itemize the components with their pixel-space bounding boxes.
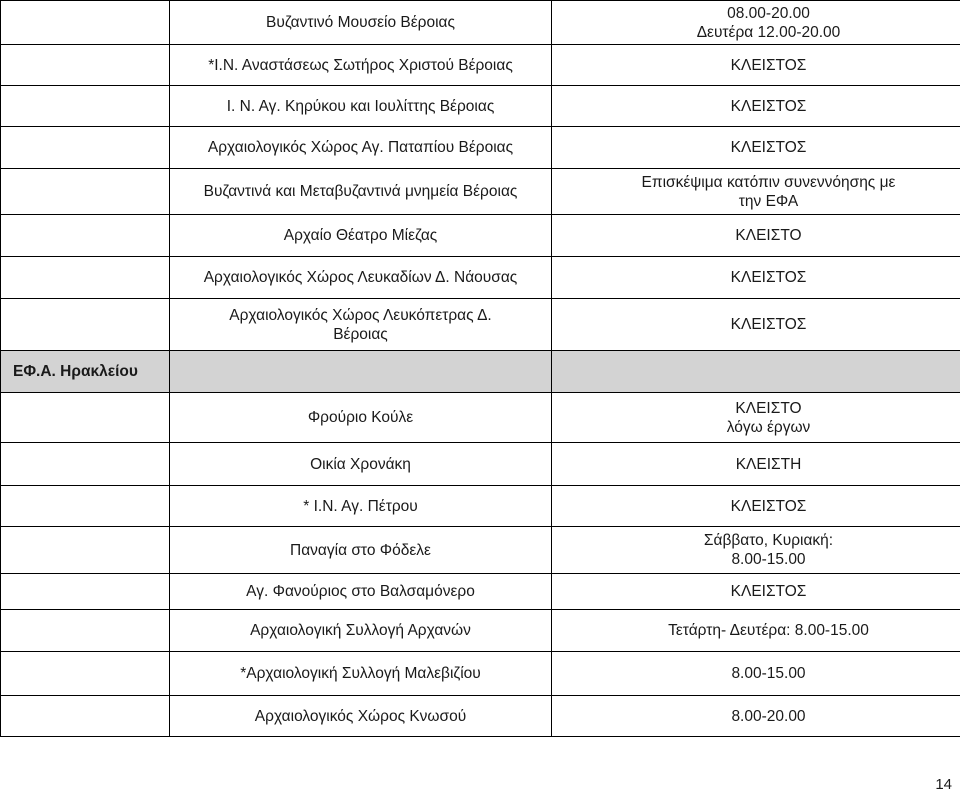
region-cell xyxy=(1,696,170,737)
site-name: Βυζαντινά και Μεταβυζαντινά μνημεία Βέροιας xyxy=(170,169,552,215)
table-row xyxy=(1,527,960,574)
table-row xyxy=(1,1,960,45)
table-row xyxy=(1,86,960,127)
opening-hours: Σάββατο, Κυριακή: 8.00-15.00 xyxy=(552,527,960,574)
table-row xyxy=(1,45,960,86)
site-name: Αρχαίο Θέατρο Μίεζας xyxy=(170,215,552,257)
region-cell xyxy=(1,257,170,299)
table-row xyxy=(1,127,960,169)
site-name: Ι. Ν. Αγ. Κηρύκου και Ιουλίττης Βέροιας xyxy=(170,86,552,127)
table-row xyxy=(1,393,960,443)
table-row xyxy=(1,696,960,737)
opening-hours: 8.00-20.00 xyxy=(552,696,960,737)
site-name: Παναγία στο Φόδελε xyxy=(170,527,552,574)
opening-hours: ΚΛΕΙΣΤΟ λόγω έργων xyxy=(552,393,960,443)
opening-hours: ΚΛΕΙΣΤΟΣ xyxy=(552,127,960,169)
table-row xyxy=(1,652,960,696)
region-cell xyxy=(1,393,170,443)
region-cell xyxy=(1,527,170,574)
opening-hours: ΚΛΕΙΣΤΟΣ xyxy=(552,486,960,527)
site-name: Αρχαιολογικός Χώρος Κνωσού xyxy=(170,696,552,737)
opening-hours: ΚΛΕΙΣΤΟΣ xyxy=(552,257,960,299)
site-name: Βυζαντινό Μουσείο Βέροιας xyxy=(170,1,552,45)
opening-hours: 8.00-15.00 xyxy=(552,652,960,696)
opening-hours: ΚΛΕΙΣΤΟ xyxy=(552,215,960,257)
region-cell xyxy=(1,45,170,86)
region-cell xyxy=(1,299,170,351)
region-hours-cell xyxy=(552,351,960,393)
region-site-cell xyxy=(170,351,552,393)
region-cell xyxy=(1,574,170,610)
site-name: Αρχαιολογικός Χώρος Λευκόπετρας Δ. Βέροιας xyxy=(170,299,552,351)
site-name: Αρχαιολογικός Χώρος Λευκαδίων Δ. Νάουσας xyxy=(170,257,552,299)
page-number: 14 xyxy=(935,776,952,793)
region-name: ΕΦ.Α. Ηρακλείου xyxy=(1,351,170,393)
table-row xyxy=(1,610,960,652)
table-row xyxy=(1,574,960,610)
region-cell xyxy=(1,1,170,45)
region-cell xyxy=(1,169,170,215)
table-row xyxy=(1,299,960,351)
site-name: * Ι.Ν. Αγ. Πέτρου xyxy=(170,486,552,527)
table-row xyxy=(1,169,960,215)
region-cell xyxy=(1,486,170,527)
table-row xyxy=(1,443,960,486)
opening-hours: ΚΛΕΙΣΤΟΣ xyxy=(552,45,960,86)
region-cell xyxy=(1,86,170,127)
site-name: *Ι.Ν. Αναστάσεως Σωτήρος Χριστού Βέροιας xyxy=(170,45,552,86)
opening-hours: ΚΛΕΙΣΤΟΣ xyxy=(552,299,960,351)
site-name: Φρούριο Κούλε xyxy=(170,393,552,443)
opening-hours: 08.00-20.00 Δευτέρα 12.00-20.00 xyxy=(552,1,960,45)
table-row xyxy=(1,486,960,527)
site-name: Αρχαιολογικός Χώρος Αγ. Παταπίου Βέροιας xyxy=(170,127,552,169)
opening-hours: Επισκέψιμα κατόπιν συνεννόησης με την ΕΦΑ xyxy=(552,169,960,215)
site-name: Αγ. Φανούριος στο Βαλσαμόνερο xyxy=(170,574,552,610)
opening-hours: ΚΛΕΙΣΤΟΣ xyxy=(552,86,960,127)
opening-hours: ΚΛΕΙΣΤΟΣ xyxy=(552,574,960,610)
region-cell xyxy=(1,215,170,257)
region-cell xyxy=(1,652,170,696)
site-name: Οικία Χρονάκη xyxy=(170,443,552,486)
region-cell xyxy=(1,443,170,486)
region-cell xyxy=(1,127,170,169)
opening-hours: ΚΛΕΙΣΤΗ xyxy=(552,443,960,486)
table-row xyxy=(1,257,960,299)
site-name: *Αρχαιολογική Συλλογή Μαλεβιζίου xyxy=(170,652,552,696)
opening-hours: Τετάρτη- Δευτέρα: 8.00-15.00 xyxy=(552,610,960,652)
region-cell xyxy=(1,610,170,652)
site-name: Αρχαιολογική Συλλογή Αρχανών xyxy=(170,610,552,652)
table-row xyxy=(1,215,960,257)
region-header-row xyxy=(1,351,960,393)
